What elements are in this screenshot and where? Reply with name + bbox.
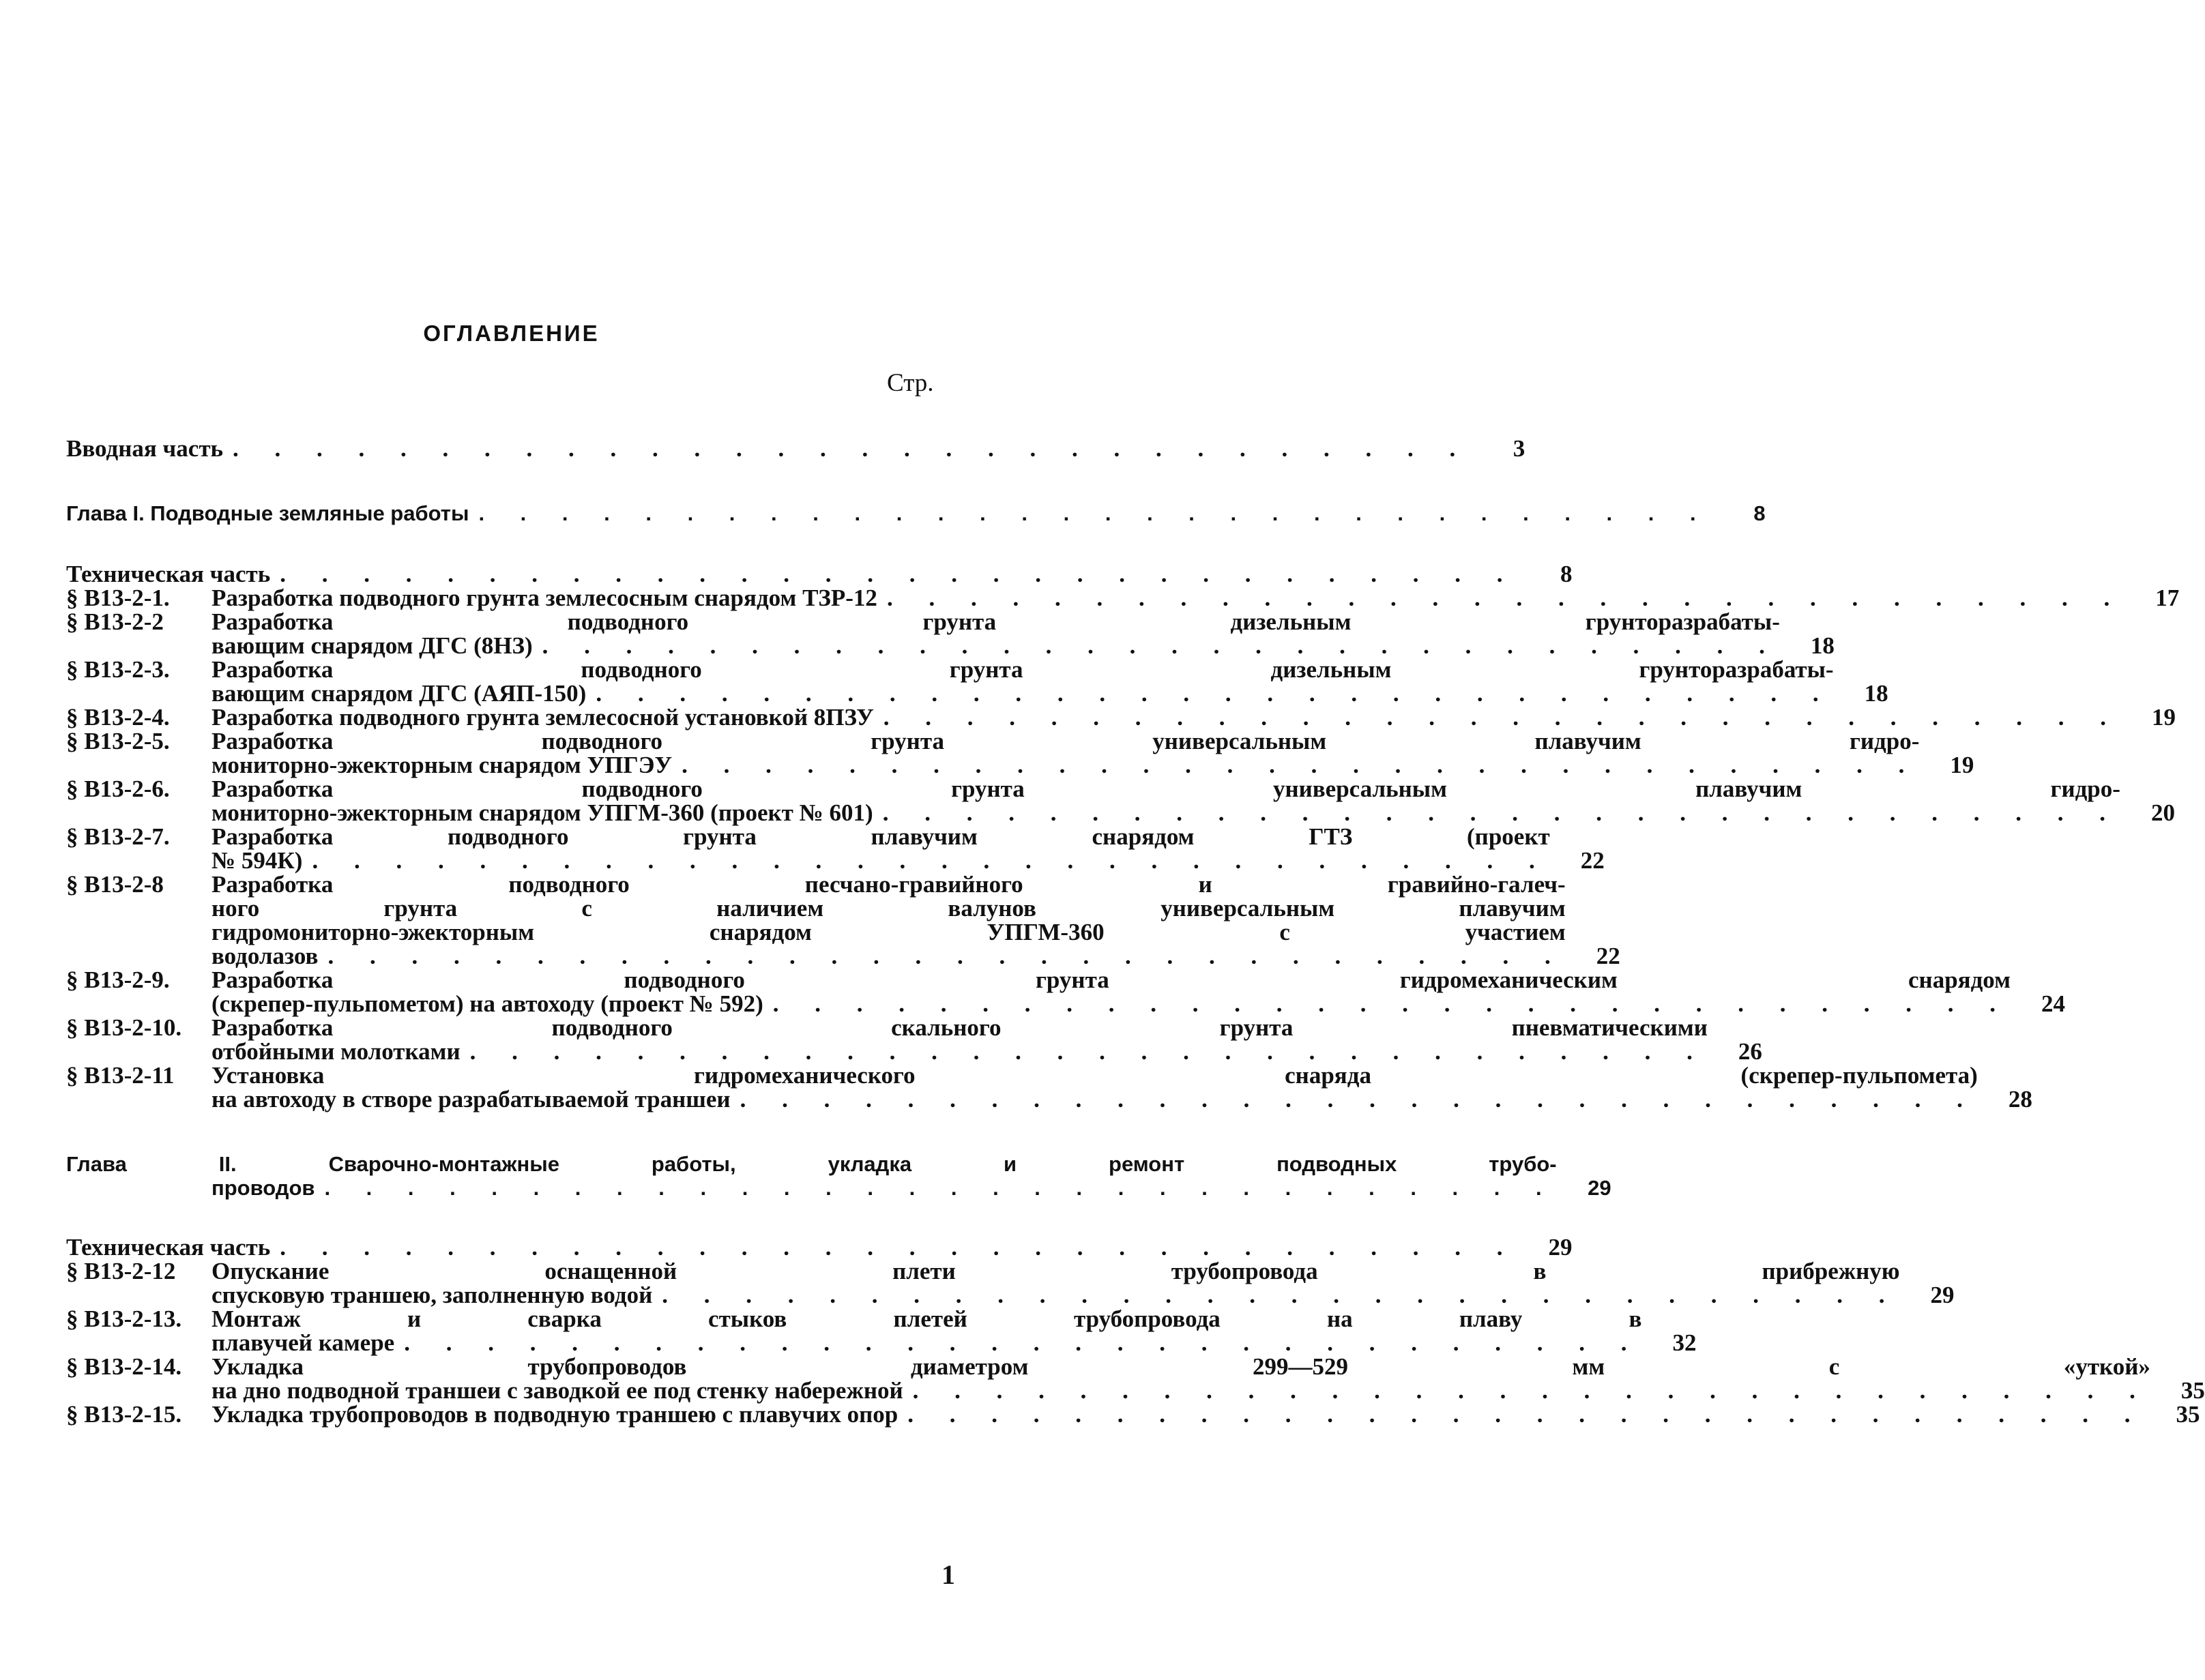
section-title-line: водолазов [211,943,319,969]
section-code: § В13-2-6. [66,776,170,802]
leader-dots: . . . . . . . . . . . . . . . . . . . . . . . . . . . . . . [469,1038,1708,1065]
toc-section-entry[interactable] [66,608,1835,659]
toc-page-number: 24 [2041,990,2065,1017]
section-code: § В13-2-4. [66,704,170,731]
leader-dots: . . . . . . . . . . . . . . . . . . . . . . . . . . . . . . [280,561,1518,587]
section-code: § В13-2-2 [66,608,164,635]
section-code: § В13-2-14. [66,1353,182,1380]
toc-page-number: 8 [1753,501,1766,525]
section-title-line: вающим снарядом ДГС (АЯП-150) [211,680,587,707]
section-title-line: Разработка подводного грунта гидромеханическим снарядом [211,967,2011,993]
toc-page-number: 35 [2180,1377,2205,1404]
toc-page-number: 35 [2176,1401,2200,1428]
chapter-title-line: Глава II. Сварочно-монтажные работы, укладка и ремонт подводных трубо- [66,1152,1557,1176]
leader-dots: . . . . . . . . . . . . . . . . . . . . . . . . . . . . . . [404,1329,1642,1356]
toc-section-entry[interactable] [66,967,2065,1017]
toc-entry-label: Техническая часть [66,561,271,587]
toc-page-number: 28 [2008,1086,2032,1112]
leader-dots: . . . . . . . . . . . . . . . . . . . . . . . . . . . . . . [327,943,1566,969]
section-title-line: Разработка подводного грунта универсальным плавучим гидро- [211,776,2120,802]
section-title-line: Разработка подводного грунта землесосным снарядом ТЗР-12 [211,585,877,611]
toc-page-number: 18 [1864,680,1888,707]
section-code: § В13-2-12 [66,1258,176,1284]
toc-section-entry[interactable] [66,1306,1697,1356]
toc-page-number: 19 [2152,704,2176,731]
toc-chapter-1[interactable] [66,501,1766,525]
toc-page-number: 3 [1513,435,1525,462]
section-code: § В13-2-10. [66,1014,182,1041]
section-title-line: плавучей камере [211,1329,395,1356]
toc-page-number: 26 [1738,1038,1762,1065]
leader-dots: . . . . . . . . . . . . . . . . . . . . . . . . . . . . . . [233,435,1471,462]
toc-section-entry[interactable] [66,585,2180,611]
section-title-line: гидромониторно-эжекторным снарядом УПГМ-360 с участием [211,919,1566,945]
toc-page-number: 20 [2150,799,2175,826]
chapter-title: Глава I. Подводные земляные работы [66,501,469,525]
toc-page-number: 29 [1930,1282,1955,1308]
leader-dots: . . . . . . . . . . . . . . . . . . . . . . . . . . . . . . [907,1401,2146,1428]
chapter-1-sections [66,585,2180,1112]
section-title-line: № 594К) [211,847,303,874]
leader-dots: . . . . . . . . . . . . . . . . . . . . . . . . . . . . . . [912,1377,2150,1404]
toc-section-entry[interactable] [66,656,1888,707]
toc-page-number: 8 [1560,561,1573,587]
toc-entry-label: Вводная часть [66,435,224,462]
toc-section-entry[interactable] [66,871,1620,969]
toc-section-entry[interactable] [66,823,1605,874]
chapter-title-line: проводов [211,1176,315,1200]
toc-page-number: 32 [1672,1329,1697,1356]
section-code: § В13-2-9. [66,967,170,993]
section-title-line: Разработка подводного скального грунта пневматическими [211,1014,1708,1041]
leader-dots: . . . . . . . . . . . . . . . . . . . . . . . . . . . . . . [542,632,1780,659]
toc-chapter-2[interactable] [66,1152,1611,1200]
section-title-line: на автоходу в створе разрабатываемой траншеи [211,1086,731,1112]
toc-page-number: 29 [1588,1176,1611,1200]
section-code: § В13-2-5. [66,728,170,754]
section-title-line: Разработка подводного грунта плавучим снарядом ГТЗ (проект [211,823,1550,850]
section-code: § В13-2-7. [66,823,170,850]
section-title-line: Монтаж и сварка стыков плетей трубопровода на плаву в [211,1306,1642,1332]
section-title-line: Опускание оснащенной плети трубопровода в прибрежную [211,1258,1900,1284]
leader-dots: . . . . . . . . . . . . . . . . . . . . . . . . . . . . . . [312,847,1550,874]
section-title-line: Разработка подводного грунта универсальным плавучим гидро- [211,728,1920,754]
section-code: § В13-2-3. [66,656,170,683]
section-title-line: Установка гидромеханического снаряда (скрепер-пульпомета) [211,1062,1978,1089]
section-title-line: мониторно-эжекторным снарядом УПГЭУ [211,752,673,778]
leader-dots: . . . . . . . . . . . . . . . . . . . . . . . . . . . . . . [740,1086,1978,1112]
section-title-line: Разработка подводного грунта дизельным грунторазрабаты- [211,656,1834,683]
toc-section-entry[interactable] [66,776,2175,826]
toc-entry-intro[interactable] [66,435,1525,462]
leader-dots: . . . . . . . . . . . . . . . . . . . . . . . . . . . . . . [324,1176,1557,1200]
toc-section-entry[interactable] [66,728,1974,778]
page-folio: 1 [941,1559,955,1590]
section-title-line: на дно подводной траншеи с заводкой ее под стенку набережной [211,1377,903,1404]
leader-dots: . . . . . . . . . . . . . . . . . . . . . . . . . . . . . . [662,1282,1900,1308]
section-code: § В13-2-13. [66,1306,182,1332]
section-title-line: отбойными молотками [211,1038,461,1065]
leader-dots: . . . . . . . . . . . . . . . . . . . . . . . . . . . . . . [882,799,2120,826]
toc-page-number: 18 [1810,632,1835,659]
section-title-line: мониторно-эжекторным снарядом УПГМ-360 (проект № 601) [211,799,873,826]
section-title-line: Разработка подводного песчано-гравийного и гравийно-галеч- [211,871,1566,898]
toc-section-entry[interactable] [66,1014,1762,1065]
section-title-line: Разработка подводного грунта землесосной установкой 8ПЗУ [211,704,874,731]
leader-dots: . . . . . . . . . . . . . . . . . . . . . . . . . . . . . . [772,990,2011,1017]
section-code: § В13-2-1. [66,585,170,611]
toc-page-number: 19 [1950,752,1974,778]
toc-section-entry[interactable] [66,704,2176,731]
toc-page-number: 22 [1596,943,1620,969]
section-title-line: Укладка трубопроводов в подводную траншею с плавучих опор [211,1401,899,1428]
section-code: § В13-2-15. [66,1401,182,1428]
toc-section-entry[interactable] [66,1401,2200,1428]
section-code: § В13-2-8 [66,871,164,898]
section-title-line: ного грунта с наличием валунов универсальным плавучим [211,895,1566,922]
section-title-line: спусковую траншею, заполненную водой [211,1282,653,1308]
toc-page-number: 22 [1580,847,1605,874]
leader-dots: . . . . . . . . . . . . . . . . . . . . . . . . . . . . . . [682,752,1920,778]
leader-dots: . . . . . . . . . . . . . . . . . . . . . . . . . . . . . . [883,704,2122,731]
page-title: ОГЛАВЛЕНИЕ [423,321,600,346]
leader-dots: . . . . . . . . . . . . . . . . . . . . . . . . . . . . . . [886,585,2125,611]
chapter-2-sections [66,1258,2205,1428]
leader-dots: . . . . . . . . . . . . . . . . . . . . . . . . . . . . . . [280,1234,1518,1261]
page-column-label: Стр. [887,369,934,397]
table-of-contents [66,435,2205,1428]
leader-dots: . . . . . . . . . . . . . . . . . . . . . . . . . . . . . . [478,501,1711,525]
toc-entry-technical-part[interactable] [66,1234,1573,1261]
toc-page-number: 17 [2155,585,2180,611]
section-title-line: вающим снарядом ДГС (8НЗ) [211,632,533,659]
toc-section-entry[interactable] [66,1062,2032,1112]
section-title-line: (скрепер-пульпометом) на автоходу (проект № 592) [211,990,763,1017]
toc-entry-technical-part[interactable] [66,561,1573,587]
section-title-line: Укладка трубопроводов диаметром 299—529 мм с «уткой» [211,1353,2150,1380]
section-code: § В13-2-11 [66,1062,175,1089]
toc-entry-label: Техническая часть [66,1234,271,1261]
toc-section-entry[interactable] [66,1258,1955,1308]
toc-page-number: 29 [1548,1234,1573,1261]
section-title-line: Разработка подводного грунта дизельным грунторазрабаты- [211,608,1780,635]
leader-dots: . . . . . . . . . . . . . . . . . . . . . . . . . . . . . . [596,680,1834,707]
toc-section-entry[interactable] [66,1353,2205,1404]
